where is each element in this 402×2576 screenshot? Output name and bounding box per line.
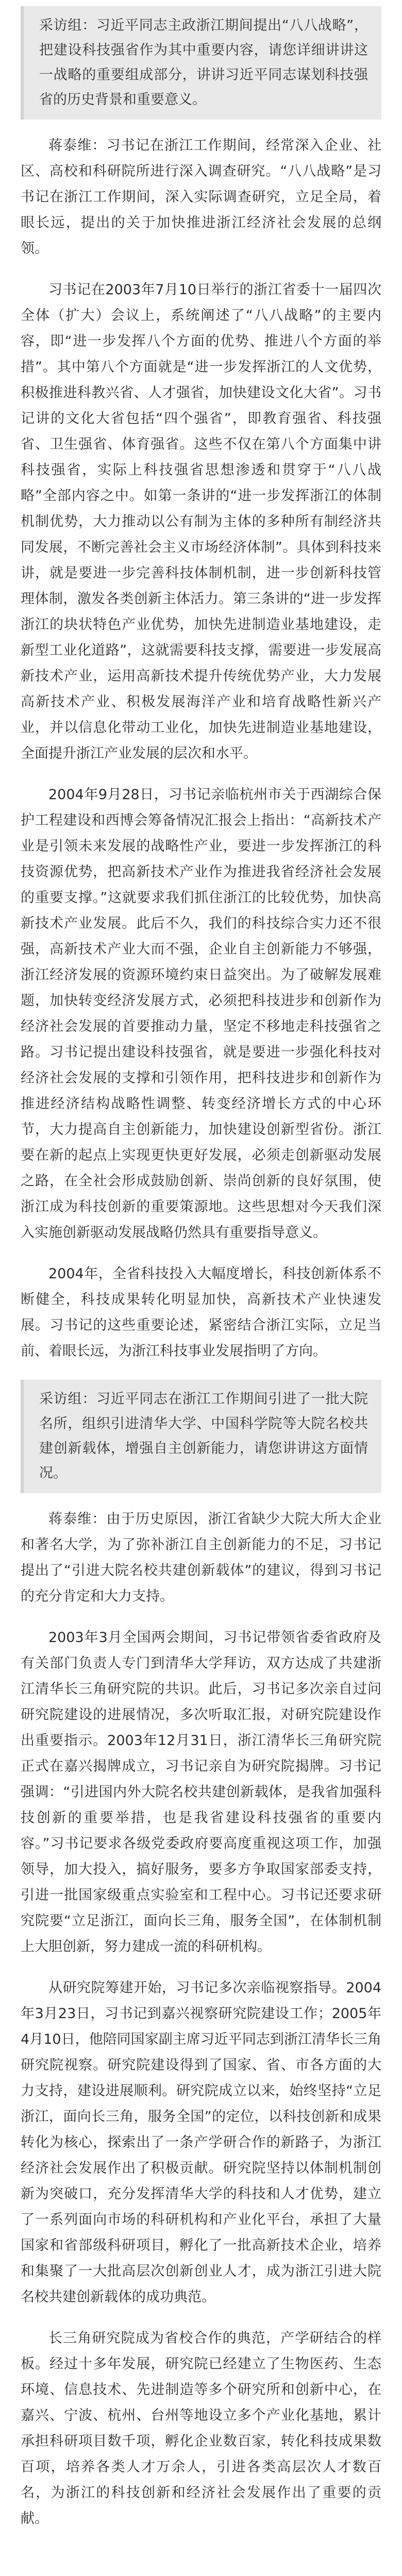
answer-paragraph: 蒋泰维：由于历史原因，浙江省缺少大院大所大企业和著名大学，为了弥补浙江自主创新能力的不足，习书记提出了“引进大院名校共建创新载体”的建议，得到习书记的充分肯定和大力支持。: [21, 1511, 381, 1604]
body-paragraph: 从研究院筹建开始，习书记多次亲临视察指导。2004年3月23日，习书记到嘉兴视察研究院建设工作；2005年4月10日，他陪同国家副主席习近平同志到浙江清华长三角研究院视察。研究院建设得到了国家、省、市各方面的大力支持，建设进展顺利。研究院成立以来，始终坚持“立足浙江，面向长三角，服务全国”的定位，以科技创新和成果转化为核心，探索出了一条产学研合作的新路子，为浙江经济社会发展作出了积极贡献。研究院坚持以体制机制创新为突破口，充分发挥清华大学的科技和人才优势，建立了一系列面向市场的科研机构和产业化平台，承担了大量国家和省部级科研项目，孵化了一批高新技术企业，培养和集聚了一大批高层次创新创业人才，成为浙江引进大院名校共建创新载体的成功典范。: [21, 1980, 381, 2305]
body-paragraph: 2004年9月28日，习书记亲临杭州市关于西湖综合保护工程建设和西博会筹备情况汇报会上指出：“高新技术产业是引领未来发展的战略性产业，要进一步发挥浙江的科技资源优势，把高新技术产业作为推进我省经济社会发展的重要支撑。”这就要求我们抓住浙江的比较优势，加快高新技术产业发展。此后不久，我们的科技综合实力还不很强，高新技术产业大而不强，企业自主创新能力不够强，浙江经济发展的资源环境约束日益突出。为了破解发展难题，加快转变经济发展方式，必须把科技进步和创新作为经济社会发展的首要推动力量，坚定不移地走科技强省之路。习书记提出建设科技强省，就是要进一步强化科技对经济社会发展的支撑和引领作用，把科技进步和创新作为推进经济结构战略性调整、转变经济增长方式的中心环节，大力提高自主创新能力，加快建设创新型省份。浙江要在新的起点上实现更快更好发展，必须走创新驱动发展之路，在全社会形成鼓励创新、崇尚创新的良好氛围，使浙江成为科技创新的重要策源地。这些思想对今天我们深入实施创新驱动发展战略仍然具有重要指导意义。: [21, 787, 381, 1241]
interview-question-box: [21, 1380, 381, 1493]
body-paragraph: 习书记在2003年7月10日举行的浙江省委十一届四次全体（扩大）会议上，系统阐述了“八八战略”的主要内容，即“进一步发挥八个方面的优势、推进八个方面的举措”。其中第八个方面就是“进一步发挥浙江的人文优势，积极推进科教兴省、人才强省，加快建设文化大省”。习书记讲的文化大省包括“四个强省”，即教育强省、科技强省、卫生强省、体育强省。这些不仅在第八个方面集中讲科技强省，实际上科技强省思想渗透和贯穿于“八八战略”全部内容之中。如第一条讲的“进一步发挥浙江的体制机制优势，大力推动以公有制为主体的多种所有制经济共同发展，不断完善社会主义市场经济体制”。具体到科技来讲，就是要进一步完善科技体制机制，进一步创新科技管理体制，激发各类创新主体活力。第三条讲的“进一步发挥浙江的块状特色产业优势，加快先进制造业基地建设，走新型工业化道路”，这就需要科技支撑，需要进一步发展高新技术产业，运用高新技术提升传统优势产业，大力发展高新技术产业、积极发展海洋产业和培育战略性新兴产业，并以信息化带动工业化，加快先进制造业基地建设，全面提升浙江产业发展的层次和水平。: [21, 282, 381, 761]
body-paragraph: 长三角研究院成为省校合作的典范，产学研结合的样板。经过十多年发展，研究院已经建立了生物医药、生态环境、信息技术、先进制造等多个研究所和创新中心，在嘉兴、宁波、杭州、台州等地设立多个产业化基地，累计承担科研项目数千项，孵化企业数百家，转化科技成果数百项，培养各类人才万余人，引进各类高层次人才数百名，为浙江的科技创新和经济社会发展作出了重要的贡献。: [21, 2330, 381, 2527]
body-paragraph: 2004年，全省科技投入大幅度增长，科技创新体系不断健全，科技成果转化明显加快，高新技术产业快速发展。习书记的这些重要论述，紧密结合浙江实际，立足当前、着眼长远，为浙江科技事业发展指明了方向。: [21, 1266, 381, 1359]
interview-question: 采访组：习近平同志在浙江工作期间引进了一批大院名所，组织引进清华大学、中国科学院等大院名校共建创新载体，增强自主创新能力，请您讲讲这方面情况。: [39, 1391, 368, 1481]
body-paragraph: 2003年3月全国两会期间，习书记带领省委省政府及有关部门负责人专门到清华大学拜访，双方达成了共建浙江清华长三角研究院的共识。此后，习书记多次亲自过问研究院建设的进展情况，多次听取汇报，对研究院建设作出重要指示。2003年12月31日，浙江清华长三角研究院正式在嘉兴揭牌成立，习书记亲自为研究院揭牌。习书记强调：“引进国内外大院名校共建创新载体，是我省加强科技创新的重要举措，也是我省建设科技强省的重要内容。”习书记要求各级党委政府要高度重视这项工作，加强领导，加大投入，搞好服务，要多方争取国家部委支持，引进一批国家级重点实验室和工程中心。习书记还要求研究院要“立足浙江，面向长三角，服务全国”，在体制机制上大胆创新，努力建成一流的科研机构。: [21, 1630, 381, 1955]
interview-question: 采访组：习近平同志主政浙江期间提出“八八战略”，把建设科技强省作为其中重要内容，请您详细讲讲这一战略的重要组成部分，讲讲习近平同志谋划科技强省的历史背景和重要意义。: [39, 18, 368, 108]
interview-question-box: [21, 6, 381, 120]
answer-paragraph: 蒋泰维：习书记在浙江工作期间，经常深入企业、社区、高校和科研院所进行深入调查研究。“八八战略”是习书记在浙江工作期间，深入实际调查研究，立足全局，着眼长远，提出的关于加快推进浙江经济社会发展的总纲领。: [21, 138, 381, 257]
